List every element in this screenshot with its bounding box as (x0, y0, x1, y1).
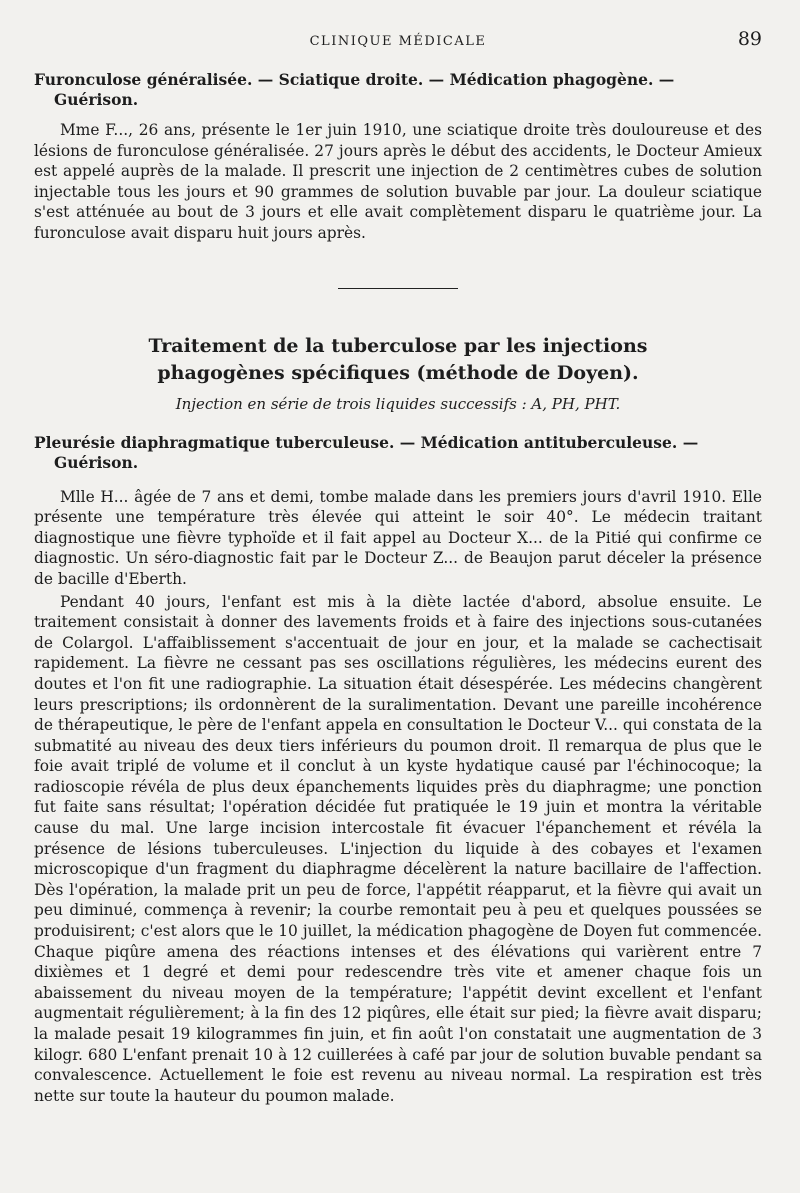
page-header (34, 28, 762, 58)
section-divider (338, 288, 458, 289)
section-title-line1: Traitement de la tuberculose par les injections (148, 334, 648, 357)
case2-paragraph-2: Pendant 40 jours, l'enfant est mis à la diète lactée d'abord, absolue ensuite. Le traitement consistait à donner des lavements froids et à faire des injections sous-cutanées de Colargol. L'affaiblissement s'accentuait de jour en jour, et la malade se cachectisait rapidement. La fièvre ne cessant pas ses oscillations régulières, les médecins eurent des doutes et l'on fit une radiographie. La situation était désespérée. Les médecins changèrent leurs prescriptions; ils ordonnèrent de la suralimentation. Devant une pareille incohérence de thérapeutique, le père de l'enfant appela en consultation le Docteur V... qui constata de la submatité au niveau des deux tiers inférieurs du poumon droit. Il remarqua de plus que le foie avait triplé de volume et il conclut à un kyste hydatique causé par l'échinocoque; la radioscopie révéla de plus deux épanchements liquides près du diaphragme; une ponction fut faite sans résultat; l'opération décidée fut pratiquée le 19 juin et montra la véritable cause du mal. Une large incision intercostale fit évacuer l'épanchement et révéla la présence de lésions tuberculeuses. L'injection du liquide à des cobayes et l'examen microscopique d'un fragment du diaphragme décelèrent la nature bacillaire de l'affection. Dès l'opération, la malade prit un peu de force, l'appétit réapparut, et la fièvre qui avait un peu diminué, commença à revenir; la courbe remontait peu à peu et quelques poussées se produisirent; c'est alors que le 10 juillet, la médication phagogène de Doyen fut commencée. Chaque piqûre amena des réactions intenses et des élévations qui varièrent entre 7 dixièmes et 1 degré et demi pour redescendre très vite et amener chaque fois un abaissement du niveau moyen de la température; l'appétit devint excellent et l'enfant augmentait régulièrement; à la fin des 12 piqûres, elle était sur pied; la fièvre avait disparu; la malade pesait 19 kilogrammes fin juin, et fin août l'on constatait une augmentation de 3 kilogr. 680 L'enfant prenait 10 à 12 cuillerées à café par jour de solution buvable pendant sa convalescence. Actuellement le foie est revenu au niveau normal. La respiration est très nette sur toute la hauteur du poumon malade. (34, 592, 762, 1105)
case2-heading: Pleurésie diaphragmatique tuberculeuse. — Médication antituberculeuse. — Guérison. (34, 432, 699, 472)
section-subtitle: Injection en série de trois liquides successifs : A, PH, PHT. (175, 394, 621, 413)
section-title-line2: phagogènes spécifiques (méthode de Doyen). (157, 361, 639, 384)
section-title (34, 333, 762, 387)
running-head: CLINIQUE MÉDICALE (309, 34, 487, 49)
case1-paragraph: Mme F..., 26 ans, présente le 1er juin 1910, une sciatique droite très douloureuse et des lésions de furonculose généralisée. 27 jours après le début des accidents, le Docteur Amieux est appelé auprès de la malade. Il prescrit une injection de 2 centimètres cubes de solution injectable tous les jours et 90 grammes de solution buvable par jour. La douleur sciatique s'est atténuée au bout de 3 jours et elle avait complètement disparu le quatrième jour. La furonculose avait disparu huit jours après. (34, 121, 762, 242)
case2-paragraph-1: Mlle H... âgée de 7 ans et demi, tombe malade dans les premiers jours d'avril 1910. Elle présente une température très élevée qui atteint le soir 40°. Le médecin traitant diagnostique une fièvre typhoïde et il fait appel au Docteur X... de la Pitié qui confirme ce diagnostic. Un séro-diagnostic fait par le Docteur Z... de Beaujon parut déceler la présence de bacille d'Eberth. (34, 487, 762, 588)
case1-heading: Furonculose généralisée. — Sciatique droite. — Médication phagogène. — Guérison. (34, 70, 675, 109)
page-number: 89 (737, 28, 762, 50)
